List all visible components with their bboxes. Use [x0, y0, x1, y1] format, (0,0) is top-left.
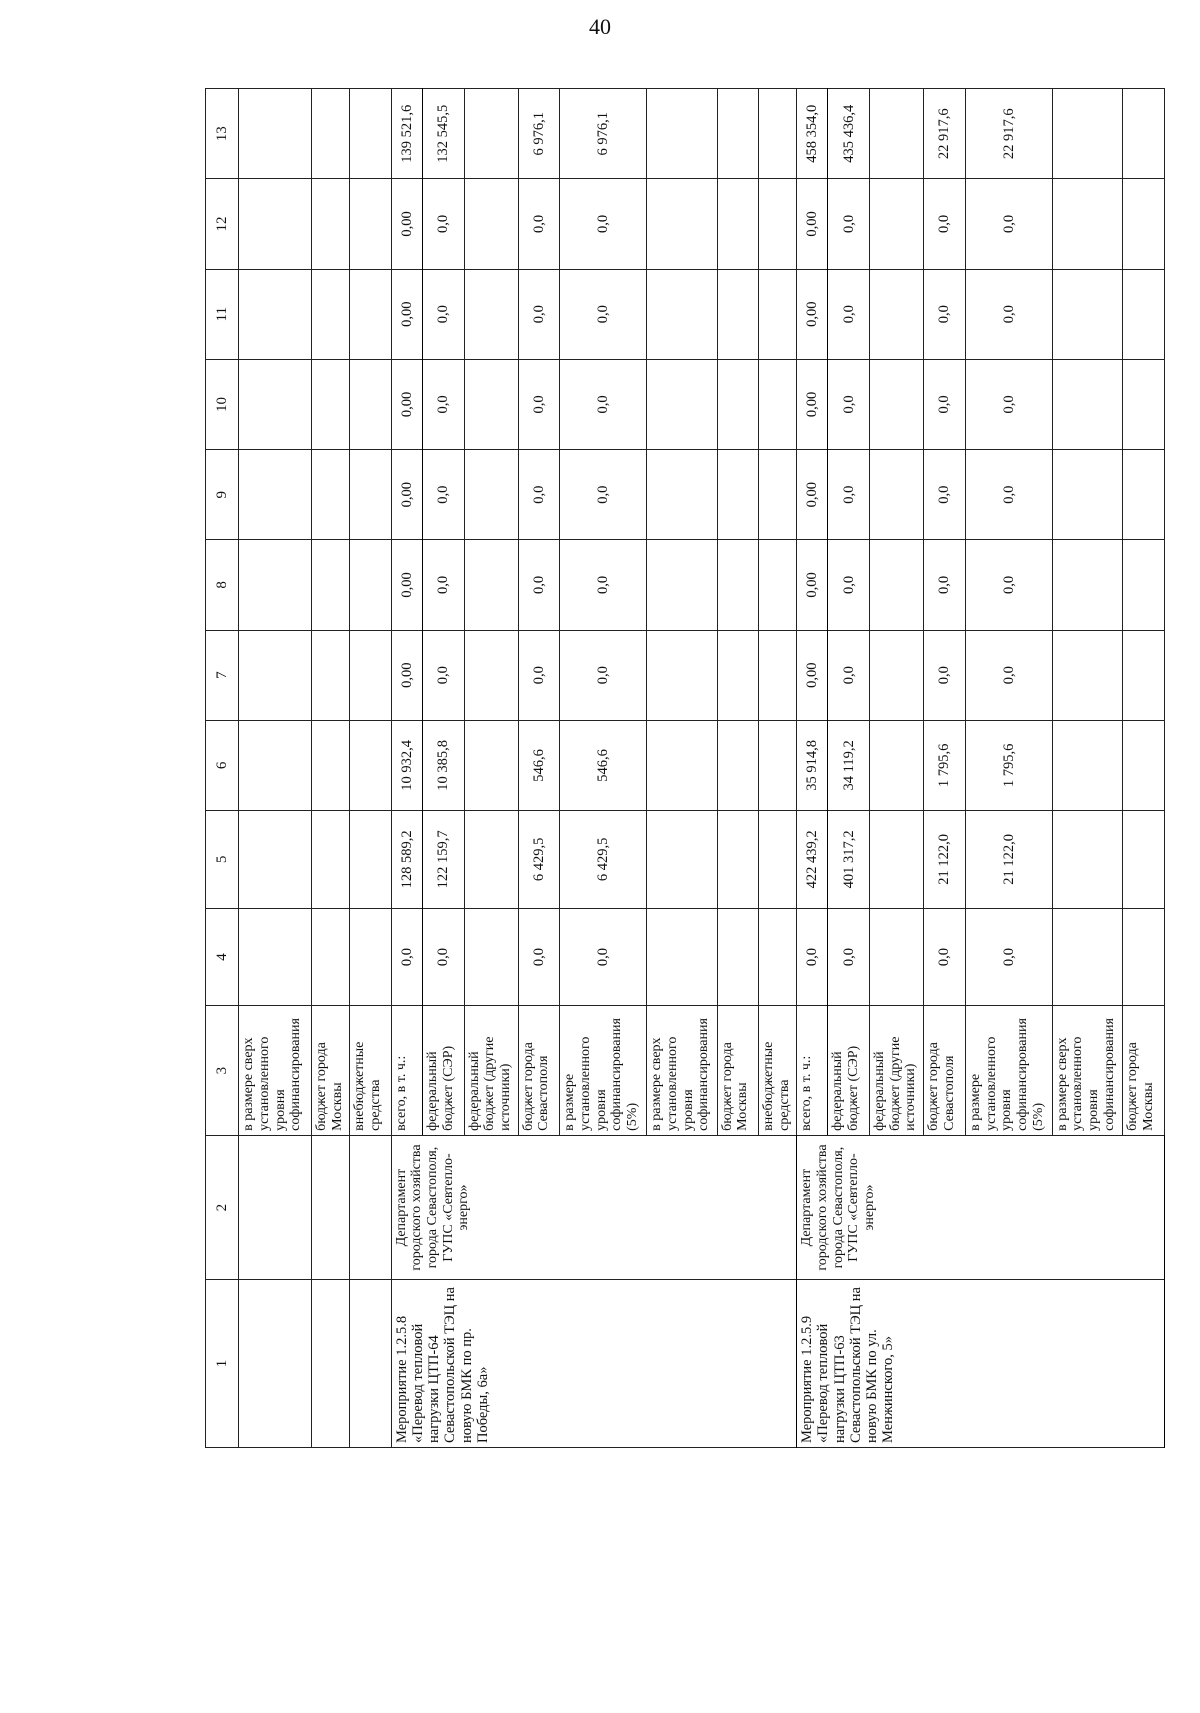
value-cell-col-11	[647, 269, 717, 359]
value-cell-col-4	[1123, 908, 1165, 1006]
value-cell-col-5	[312, 811, 350, 909]
col-header-4: 4	[206, 908, 239, 1006]
value-cell-col-4	[870, 908, 924, 1006]
value-cell-col-13	[1123, 89, 1165, 179]
value-cell-col-8: 0,0	[965, 540, 1052, 630]
value-cell-col-11	[759, 269, 797, 359]
value-cell-col-5: 122 159,7	[422, 811, 464, 909]
page-number: 40	[589, 14, 611, 39]
value-cell-col-10	[717, 359, 759, 449]
col-header-7: 7	[206, 630, 239, 720]
value-cell-col-5: 21 122,0	[965, 811, 1052, 909]
value-cell-col-7: 0,0	[422, 630, 464, 720]
value-cell-col-10	[647, 359, 717, 449]
responsible-cell: Департамент городского хозяйства города Севастополя, ГУПС «Севтепло-энерго»	[797, 1135, 1165, 1279]
funding-source-cell: в размере установленного уровня софинансирования (5%)	[560, 1006, 647, 1136]
value-cell-col-9	[717, 450, 759, 540]
value-cell-col-12: 0,0	[560, 179, 647, 269]
value-cell-col-4	[239, 908, 312, 1006]
value-cell-col-7	[717, 630, 759, 720]
col-header-6: 6	[206, 720, 239, 810]
value-cell-col-5	[870, 811, 924, 909]
value-cell-col-7	[312, 630, 350, 720]
value-cell-col-8: 0,0	[828, 540, 870, 630]
funding-source-cell: бюджет города Москвы	[717, 1006, 759, 1136]
value-cell-col-6: 10 385,8	[422, 720, 464, 810]
value-cell-col-7	[350, 630, 392, 720]
value-cell-col-8	[647, 540, 717, 630]
value-cell-col-13	[717, 89, 759, 179]
measure-name-cell	[239, 1280, 312, 1448]
value-cell-col-10	[1123, 359, 1165, 449]
value-cell-col-9: 0,0	[828, 450, 870, 540]
value-cell-col-6	[759, 720, 797, 810]
value-cell-col-5: 401 317,2	[828, 811, 870, 909]
value-cell-col-4: 0,0	[391, 908, 422, 1006]
col-header-11: 11	[206, 269, 239, 359]
value-cell-col-8	[464, 540, 518, 630]
measure-name-cell	[350, 1280, 392, 1448]
value-cell-col-8: 0,0	[518, 540, 560, 630]
value-cell-col-7	[870, 630, 924, 720]
value-cell-col-11: 0,0	[924, 269, 966, 359]
value-cell-col-4	[647, 908, 717, 1006]
responsible-cell: Департамент городского хозяйства города Севастополя, ГУПС «Севтепло-энерго»	[391, 1135, 797, 1279]
value-cell-col-11	[464, 269, 518, 359]
value-cell-col-12	[350, 179, 392, 269]
value-cell-col-6	[464, 720, 518, 810]
table-row	[391, 89, 422, 1448]
value-cell-col-4: 0,0	[797, 908, 828, 1006]
value-cell-col-5	[717, 811, 759, 909]
value-cell-col-11	[312, 269, 350, 359]
value-cell-col-13	[759, 89, 797, 179]
value-cell-col-13	[1052, 89, 1122, 179]
value-cell-col-12: 0,0	[422, 179, 464, 269]
value-cell-col-9	[759, 450, 797, 540]
value-cell-col-7: 0,0	[924, 630, 966, 720]
value-cell-col-7: 0,0	[828, 630, 870, 720]
value-cell-col-11: 0,0	[828, 269, 870, 359]
value-cell-col-9: 0,0	[560, 450, 647, 540]
funding-source-cell: бюджет города Севастополя	[924, 1006, 966, 1136]
value-cell-col-7: 0,0	[518, 630, 560, 720]
value-cell-col-11	[1123, 269, 1165, 359]
value-cell-col-6	[239, 720, 312, 810]
value-cell-col-13	[312, 89, 350, 179]
value-cell-col-8: 0,0	[560, 540, 647, 630]
value-cell-col-13	[239, 89, 312, 179]
table-row	[350, 89, 392, 1448]
value-cell-col-4: 0,0	[924, 908, 966, 1006]
value-cell-col-7	[647, 630, 717, 720]
value-cell-col-13: 22 917,6	[924, 89, 966, 179]
value-cell-col-8	[350, 540, 392, 630]
value-cell-col-11: 0,00	[797, 269, 828, 359]
value-cell-col-13: 6 976,1	[518, 89, 560, 179]
value-cell-col-6: 10 932,4	[391, 720, 422, 810]
value-cell-col-5: 6 429,5	[560, 811, 647, 909]
value-cell-col-6	[870, 720, 924, 810]
responsible-cell	[350, 1135, 392, 1279]
value-cell-col-13	[647, 89, 717, 179]
value-cell-col-7: 0,00	[391, 630, 422, 720]
value-cell-col-9	[647, 450, 717, 540]
value-cell-col-10	[870, 359, 924, 449]
table-body	[206, 89, 1165, 1448]
funding-source-cell: в размере установленного уровня софинансирования (5%)	[965, 1006, 1052, 1136]
value-cell-col-4	[312, 908, 350, 1006]
value-cell-col-13: 132 545,5	[422, 89, 464, 179]
value-cell-col-7	[464, 630, 518, 720]
value-cell-col-5: 6 429,5	[518, 811, 560, 909]
value-cell-col-5	[647, 811, 717, 909]
funding-source-cell: в размере сверх установленного уровня софинансирования	[647, 1006, 717, 1136]
value-cell-col-6: 546,6	[518, 720, 560, 810]
value-cell-col-7	[759, 630, 797, 720]
value-cell-col-10: 0,00	[391, 359, 422, 449]
value-cell-col-9	[870, 450, 924, 540]
funding-source-cell: всего, в т. ч.:	[391, 1006, 422, 1136]
value-cell-col-7: 0,00	[797, 630, 828, 720]
col-header-3: 3	[206, 1006, 239, 1136]
funding-source-cell: федеральный бюджет (другие источники)	[870, 1006, 924, 1136]
value-cell-col-5	[1123, 811, 1165, 909]
value-cell-col-10: 0,0	[560, 359, 647, 449]
value-cell-col-12	[647, 179, 717, 269]
value-cell-col-4	[350, 908, 392, 1006]
col-header-5: 5	[206, 811, 239, 909]
value-cell-col-6: 546,6	[560, 720, 647, 810]
value-cell-col-9: 0,0	[965, 450, 1052, 540]
value-cell-col-6	[717, 720, 759, 810]
value-cell-col-10	[312, 359, 350, 449]
col-header-9: 9	[206, 450, 239, 540]
value-cell-col-13: 458 354,0	[797, 89, 828, 179]
value-cell-col-4: 0,0	[422, 908, 464, 1006]
value-cell-col-12: 0,00	[391, 179, 422, 269]
funding-source-cell: всего, в т. ч.:	[797, 1006, 828, 1136]
budget-table	[205, 88, 1165, 1448]
col-header-13: 13	[206, 89, 239, 179]
value-cell-col-5	[1052, 811, 1122, 909]
value-cell-col-12	[239, 179, 312, 269]
responsible-cell	[312, 1135, 350, 1279]
value-cell-col-12	[717, 179, 759, 269]
value-cell-col-11: 0,0	[422, 269, 464, 359]
table-row	[312, 89, 350, 1448]
value-cell-col-10	[350, 359, 392, 449]
value-cell-col-8: 0,00	[391, 540, 422, 630]
value-cell-col-10	[464, 359, 518, 449]
value-cell-col-8: 0,0	[422, 540, 464, 630]
value-cell-col-7: 0,0	[965, 630, 1052, 720]
value-cell-col-4: 0,0	[828, 908, 870, 1006]
value-cell-col-12	[1123, 179, 1165, 269]
value-cell-col-5	[350, 811, 392, 909]
value-cell-col-13: 435 436,4	[828, 89, 870, 179]
value-cell-col-6	[647, 720, 717, 810]
value-cell-col-8	[870, 540, 924, 630]
value-cell-col-11	[239, 269, 312, 359]
funding-source-cell: в размере сверх установленного уровня софинансирования	[239, 1006, 312, 1136]
measure-name-cell: Мероприятие 1.2.5.8 «Перевод тепловой нагрузки ЦТП-64 Севастопольской ТЭЦ на новую БМК по пр. Победы, 6а»	[391, 1280, 797, 1448]
value-cell-col-12: 0,0	[924, 179, 966, 269]
value-cell-col-13	[464, 89, 518, 179]
value-cell-col-11: 0,00	[391, 269, 422, 359]
value-cell-col-6: 34 119,2	[828, 720, 870, 810]
value-cell-col-8	[717, 540, 759, 630]
value-cell-col-12	[759, 179, 797, 269]
col-header-1: 1	[206, 1280, 239, 1448]
value-cell-col-4: 0,0	[518, 908, 560, 1006]
value-cell-col-9	[1052, 450, 1122, 540]
value-cell-col-4: 0,0	[560, 908, 647, 1006]
value-cell-col-13: 139 521,6	[391, 89, 422, 179]
value-cell-col-4	[1052, 908, 1122, 1006]
value-cell-col-5: 21 122,0	[924, 811, 966, 909]
value-cell-col-5	[759, 811, 797, 909]
value-cell-col-6	[350, 720, 392, 810]
value-cell-col-10: 0,0	[518, 359, 560, 449]
value-cell-col-4	[759, 908, 797, 1006]
value-cell-col-11	[1052, 269, 1122, 359]
value-cell-col-6	[312, 720, 350, 810]
value-cell-col-12	[464, 179, 518, 269]
value-cell-col-5: 128 589,2	[391, 811, 422, 909]
value-cell-col-7	[1052, 630, 1122, 720]
funding-source-cell: внебюджетные средства	[350, 1006, 392, 1136]
value-cell-col-11	[350, 269, 392, 359]
measure-name-cell	[312, 1280, 350, 1448]
funding-source-cell: федеральный бюджет (СЭР)	[828, 1006, 870, 1136]
funding-source-cell: бюджет города Москвы	[1123, 1006, 1165, 1136]
col-header-8: 8	[206, 540, 239, 630]
funding-source-cell: федеральный бюджет (СЭР)	[422, 1006, 464, 1136]
measure-name-cell: Мероприятие 1.2.5.9 «Перевод тепловой нагрузки ЦТП-63 Севастопольской ТЭЦ на новую БМК по ул. Менжинского, 5»	[797, 1280, 1165, 1448]
value-cell-col-11	[717, 269, 759, 359]
value-cell-col-6	[1052, 720, 1122, 810]
value-cell-col-5: 422 439,2	[797, 811, 828, 909]
value-cell-col-10	[759, 359, 797, 449]
value-cell-col-9: 0,00	[391, 450, 422, 540]
value-cell-col-11	[870, 269, 924, 359]
value-cell-col-8: 0,00	[797, 540, 828, 630]
funding-source-cell: бюджет города Москвы	[312, 1006, 350, 1136]
value-cell-col-6: 1 795,6	[965, 720, 1052, 810]
value-cell-col-11: 0,0	[965, 269, 1052, 359]
value-cell-col-9: 0,0	[924, 450, 966, 540]
value-cell-col-10: 0,0	[965, 359, 1052, 449]
value-cell-col-10	[1052, 359, 1122, 449]
funding-source-cell: федеральный бюджет (другие источники)	[464, 1006, 518, 1136]
value-cell-col-12: 0,0	[828, 179, 870, 269]
value-cell-col-11: 0,0	[560, 269, 647, 359]
funding-source-cell: внебюджетные средства	[759, 1006, 797, 1136]
value-cell-col-9	[239, 450, 312, 540]
value-cell-col-7	[1123, 630, 1165, 720]
value-cell-col-8	[1052, 540, 1122, 630]
value-cell-col-9	[350, 450, 392, 540]
value-cell-col-4: 0,0	[965, 908, 1052, 1006]
value-cell-col-9: 0,00	[797, 450, 828, 540]
value-cell-col-13	[870, 89, 924, 179]
value-cell-col-9	[1123, 450, 1165, 540]
value-cell-col-8	[1123, 540, 1165, 630]
value-cell-col-12: 0,0	[965, 179, 1052, 269]
funding-source-cell: в размере сверх установленного уровня софинансирования	[1052, 1006, 1122, 1136]
value-cell-col-9	[464, 450, 518, 540]
value-cell-col-12	[870, 179, 924, 269]
value-cell-col-10: 0,00	[797, 359, 828, 449]
value-cell-col-13: 22 917,6	[965, 89, 1052, 179]
value-cell-col-10	[239, 359, 312, 449]
value-cell-col-7	[239, 630, 312, 720]
value-cell-col-12: 0,00	[797, 179, 828, 269]
value-cell-col-8	[239, 540, 312, 630]
value-cell-col-12	[1052, 179, 1122, 269]
value-cell-col-9: 0,0	[518, 450, 560, 540]
value-cell-col-8: 0,0	[924, 540, 966, 630]
value-cell-col-4	[464, 908, 518, 1006]
value-cell-col-11: 0,0	[518, 269, 560, 359]
value-cell-col-9: 0,0	[422, 450, 464, 540]
header-row	[206, 89, 239, 1448]
value-cell-col-6: 35 914,8	[797, 720, 828, 810]
rotated-table-container	[205, 88, 1165, 1448]
value-cell-col-10: 0,0	[924, 359, 966, 449]
value-cell-col-13	[350, 89, 392, 179]
value-cell-col-13: 6 976,1	[560, 89, 647, 179]
value-cell-col-12	[312, 179, 350, 269]
value-cell-col-10: 0,0	[828, 359, 870, 449]
col-header-10: 10	[206, 359, 239, 449]
value-cell-col-12: 0,0	[518, 179, 560, 269]
responsible-cell	[239, 1135, 312, 1279]
value-cell-col-10: 0,0	[422, 359, 464, 449]
table-row	[797, 89, 828, 1448]
table-row	[239, 89, 312, 1448]
col-header-2: 2	[206, 1135, 239, 1279]
col-header-12: 12	[206, 179, 239, 269]
value-cell-col-8	[759, 540, 797, 630]
value-cell-col-8	[312, 540, 350, 630]
value-cell-col-6: 1 795,6	[924, 720, 966, 810]
value-cell-col-5	[464, 811, 518, 909]
funding-source-cell: бюджет города Севастополя	[518, 1006, 560, 1136]
value-cell-col-7: 0,0	[560, 630, 647, 720]
value-cell-col-9	[312, 450, 350, 540]
value-cell-col-5	[239, 811, 312, 909]
value-cell-col-6	[1123, 720, 1165, 810]
value-cell-col-4	[717, 908, 759, 1006]
